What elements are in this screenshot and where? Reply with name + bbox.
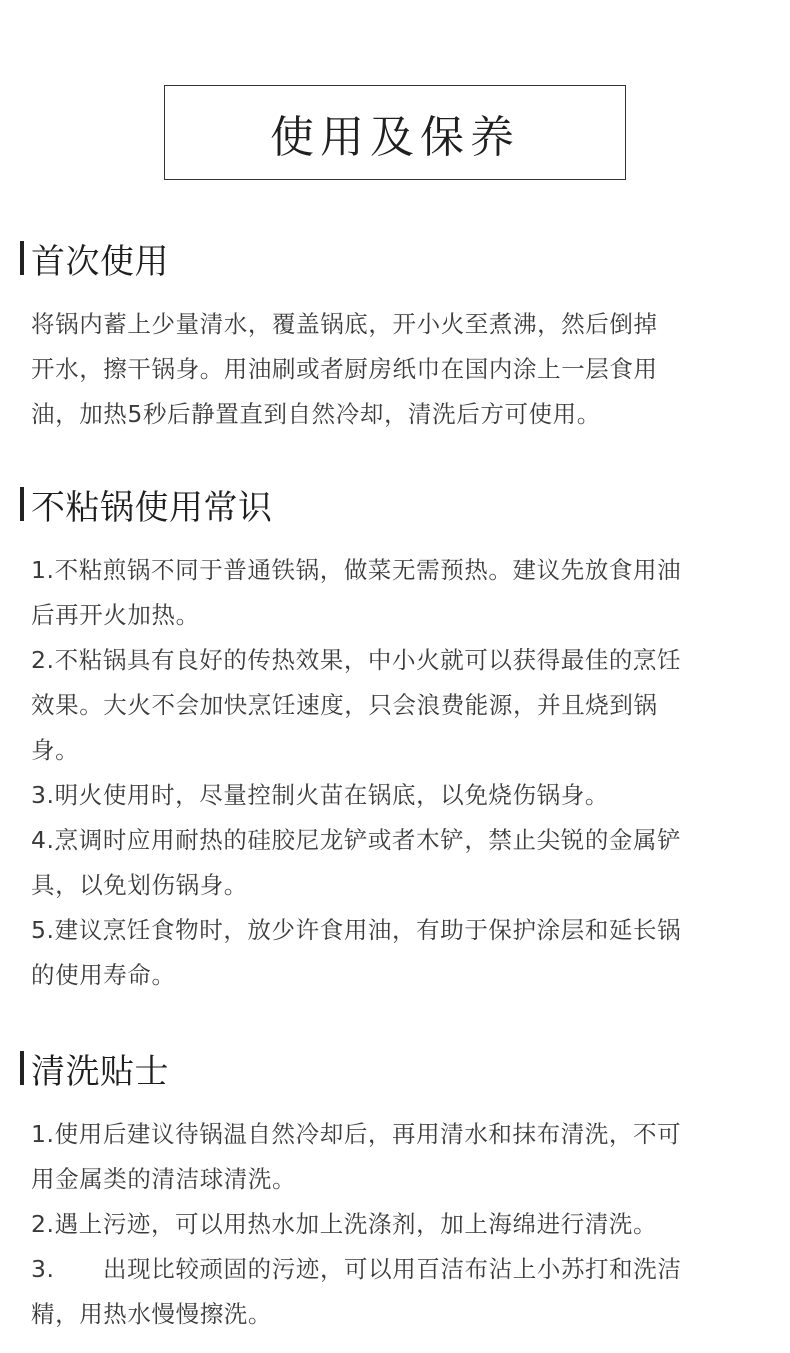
section-heading bbox=[20, 236, 772, 280]
paragraph-line: 身。 bbox=[31, 736, 80, 764]
paragraph-line: 5.建议烹饪食物时，放少许食用油，有助于保护涂层和延长锅 bbox=[31, 916, 682, 944]
paragraph-line: 3.明火使用时，尽量控制火苗在锅底，以免烧伤锅身。 bbox=[31, 781, 609, 809]
paragraph-line: 2.遇上污迹，可以用热水加上洗涤剂，加上海绵进行清洗。 bbox=[31, 1210, 658, 1238]
section-nonstick-tips bbox=[20, 482, 772, 998]
section-title: 清洗贴士 bbox=[31, 1051, 169, 1092]
paragraph-line: 3. 出现比较顽固的污迹，可以用百洁布沾上小苏打和洗洁 bbox=[31, 1255, 682, 1283]
paragraph-line: 将锅内蓄上少量清水，覆盖锅底，开小火至煮沸，然后倒掉 bbox=[31, 310, 658, 338]
heading-accent-bar bbox=[20, 487, 24, 521]
paragraph-line: 2.不粘锅具有良好的传热效果，中小火就可以获得最佳的烹饪 bbox=[31, 646, 682, 674]
heading-accent-bar bbox=[20, 1051, 24, 1085]
paragraph-line: 1.使用后建议待锅温自然冷却后，再用清水和抹布清洗，不可 bbox=[31, 1120, 682, 1148]
heading-accent-bar bbox=[20, 241, 24, 275]
paragraph-line: 效果。大火不会加快烹饪速度，只会浪费能源，并且烧到锅 bbox=[31, 691, 658, 719]
page-title: 使用及保养 bbox=[270, 111, 520, 163]
paragraph-line: 开水，擦干锅身。用油刷或者厨房纸巾在国内涂上一层食用 bbox=[31, 355, 658, 383]
section-cleaning-tips bbox=[20, 1046, 772, 1337]
section-first-use bbox=[20, 236, 772, 437]
paragraph-line: 具，以免划伤锅身。 bbox=[31, 871, 248, 899]
section-title: 首次使用 bbox=[31, 241, 169, 282]
paragraph-line: 1.不粘煎锅不同于普通铁锅，做菜无需预热。建议先放食用油 bbox=[31, 556, 682, 584]
paragraph-line: 的使用寿命。 bbox=[31, 961, 176, 989]
section-heading bbox=[20, 1046, 772, 1090]
paragraph-line: 用金属类的清洁球清洗。 bbox=[31, 1165, 297, 1193]
paragraph-line: 后再开火加热。 bbox=[31, 601, 200, 629]
section-title: 不粘锅使用常识 bbox=[31, 487, 273, 528]
title-box bbox=[164, 85, 626, 180]
paragraph-line: 精，用热水慢慢擦洗。 bbox=[31, 1300, 272, 1328]
paragraph-line: 油，加热5秒后静置直到自然冷却，清洗后方可使用。 bbox=[31, 400, 601, 428]
paragraph-line: 4.烹调时应用耐热的硅胶尼龙铲或者木铲，禁止尖锐的金属铲 bbox=[31, 826, 682, 854]
section-heading bbox=[20, 482, 772, 526]
